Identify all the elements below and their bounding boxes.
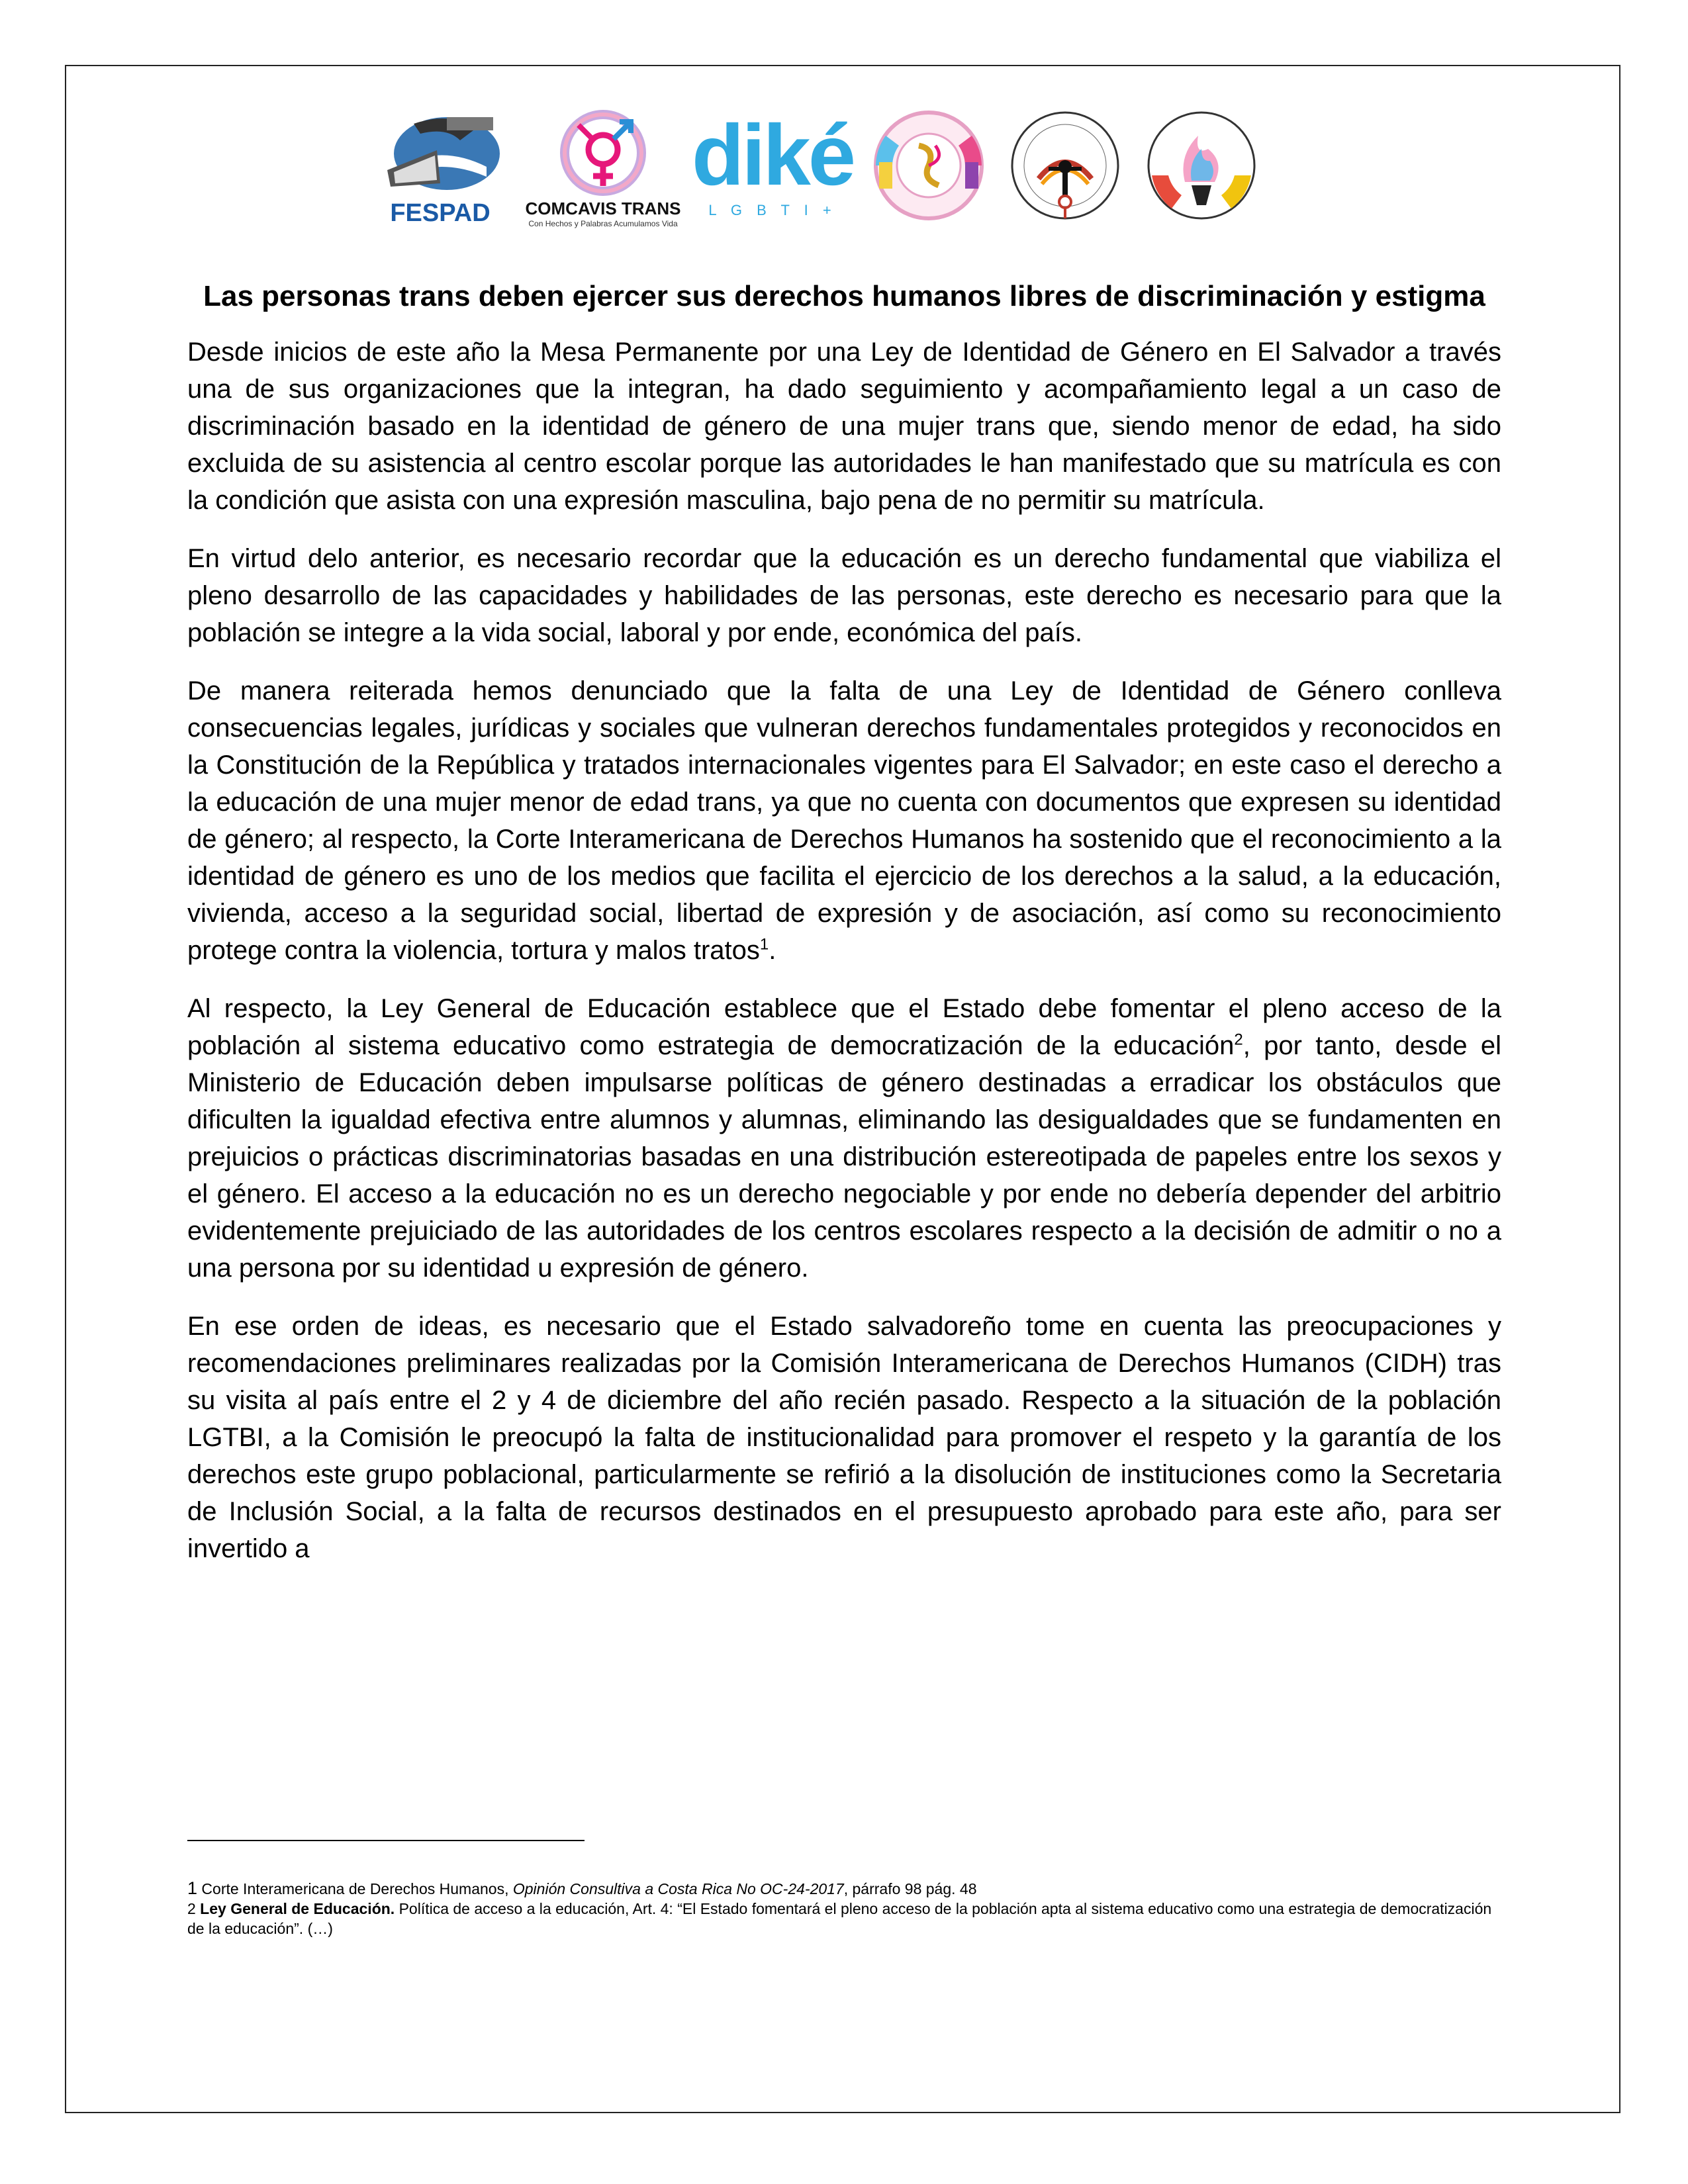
footnote-1-end: , párrafo 98 pág. 48 — [843, 1880, 977, 1897]
footnote-separator — [187, 1840, 585, 1841]
paragraph-3 — [187, 672, 1501, 969]
transgender-symbol-icon — [553, 103, 653, 196]
footnote-ref-2[interactable]: 2 — [1234, 1030, 1243, 1049]
paragraph-1: Desde inicios de este año la Mesa Permanente por una Ley de Identidad de Género en El Salvador a través una de sus organizaciones que la integran, ha dado seguimiento y acompañamiento legal a un caso de discriminación basado en la identidad de género de una mujer trans que, siendo menor de edad, ha sido excluida de su asistencia al centro escolar porque las autoridades le han manifestado que su matrícula es con la condición que asista con una expresión masculina, bajo pena de no permitir su matrícula. — [187, 338, 1501, 515]
flame-logo — [1145, 99, 1258, 232]
paragraph-4 — [187, 990, 1501, 1287]
pink-circle-logo — [872, 99, 985, 232]
paragraph-4-text-b: , por tanto, desde el Ministerio de Educación deben impulsarse políticas de género destinadas a erradicar los obstáculos que dificulten la igualdad efectiva entre alumnos y alumnas, eliminando las desigualdades que se fundamenten en prejuicios o prácticas discriminatorias basadas en una distribución estereotipada de papeles entre los sexos y el género. El acceso a la educación no es un derecho negociable y por ende no debería depender del arbitrio evidentemente prejuiciado de las autoridades de los centros escolares respecto a la decisión de admitir o no a una persona por su identidad u expresión de género. — [187, 1031, 1501, 1283]
dike-wordmark: diké — [691, 107, 854, 203]
paragraph-2: En virtud delo anterior, es necesario recordar que la educación es un derecho fundamental que viabiliza el pleno desarrollo de las capacidades y habilidades de las personas, este derecho es necesario para que la población se integre a la vida social, laboral y por ende, económica del país. — [187, 544, 1501, 647]
paragraph-3-text: De manera reiterada hemos denunciado que la falta de una Ley de Identidad de Género conlleva consecuencias legales, jurídicas y sociales que vulneran derechos fundamentales protegidos y reconocidos en la Constitución de la República y tratados internacionales vigentes para El Salvador; en este caso el derecho a la educación de una mujer menor de edad trans, ya que no cuenta con documentos que expresen su identidad de género; al respecto, la Corte Interamericana de Derechos Humanos ha sostenido que el reconocimiento a la identidad de género es uno de los medios que facilita el ejercicio de los derechos a la salud, a la educación, vivienda, acceso a la seguridad social, libertad de expresión y de asociación, así como su reconocimiento protege contra la violencia, tortura y malos tratos — [187, 676, 1501, 965]
aspidh-logo — [1009, 99, 1121, 232]
comcavis-label: COMCAVIS TRANS — [525, 198, 681, 218]
document-title: Las personas trans deben ejercer sus derechos humanos libres de discriminación y estigma — [203, 280, 1485, 312]
footnote-1 — [187, 1878, 1501, 1899]
dike-tagline: L G B T I + — [708, 202, 837, 218]
fespad-emblem-icon — [374, 104, 506, 197]
footnote-1-text: Corte Interamericana de Derechos Humanos, — [197, 1880, 513, 1897]
footnote-2 — [187, 1899, 1501, 1938]
paragraph-3-end: . — [769, 936, 776, 965]
rainbow-seal-icon — [872, 109, 985, 222]
footnote-1-citation: Opinión Consultiva a Costa Rica No OC-24-2017 — [512, 1880, 844, 1897]
aspidh-seal-icon — [1009, 106, 1121, 225]
paragraph-4-text-a: Al respecto, la Ley General de Educación establece que el Estado debe fomentar el pleno acceso de la población al sistema educativo como estrategia de democratización de la educación — [187, 994, 1501, 1060]
footnote-1-number: 1 — [187, 1878, 198, 1898]
logo-row — [371, 99, 1258, 232]
footnote-2-number: 2 — [187, 1900, 196, 1917]
footnotes — [187, 1878, 1501, 1938]
paragraph-5: En ese orden de ideas, es necesario que el Estado salvadoreño tome en cuenta las preocupaciones y recomendaciones preliminares realizadas por la Comisión Interamericana de Derechos Humanos (CIDH) tras su visita al país entre el 2 y 4 de diciembre del año recién pasado. Respecto a la situación de la población LGTBI, a la Comisión le preocupó la falta de institucionalidad para promover el respeto y la garantía de los derechos este grupo poblacional, particularmente se refirió a la disolución de instituciones como la Secretaria de Inclusión Social, a la falta de recursos destinados en el presupuesto aprobado para este año, para ser invertido a — [187, 1312, 1501, 1563]
fespad-logo — [371, 99, 510, 232]
document-body — [187, 278, 1501, 1588]
comcavis-tagline: Con Hechos y Palabras Acumulamos Vida — [528, 218, 678, 228]
footnote-2-text: Política de acceso a la educación, Art. 4: “El Estado fomentará el pleno acceso de la población apta al sistema educativo como una estrategia de democratización de la educación”. (…) — [187, 1900, 1492, 1937]
dike-logo — [691, 99, 854, 232]
fespad-label: FESPAD — [390, 199, 491, 227]
flame-seal-icon — [1145, 109, 1258, 222]
footnote-2-law: Ley General de Educación. — [195, 1900, 395, 1917]
footnote-ref-1[interactable]: 1 — [759, 935, 769, 954]
comcavis-logo — [525, 99, 681, 232]
